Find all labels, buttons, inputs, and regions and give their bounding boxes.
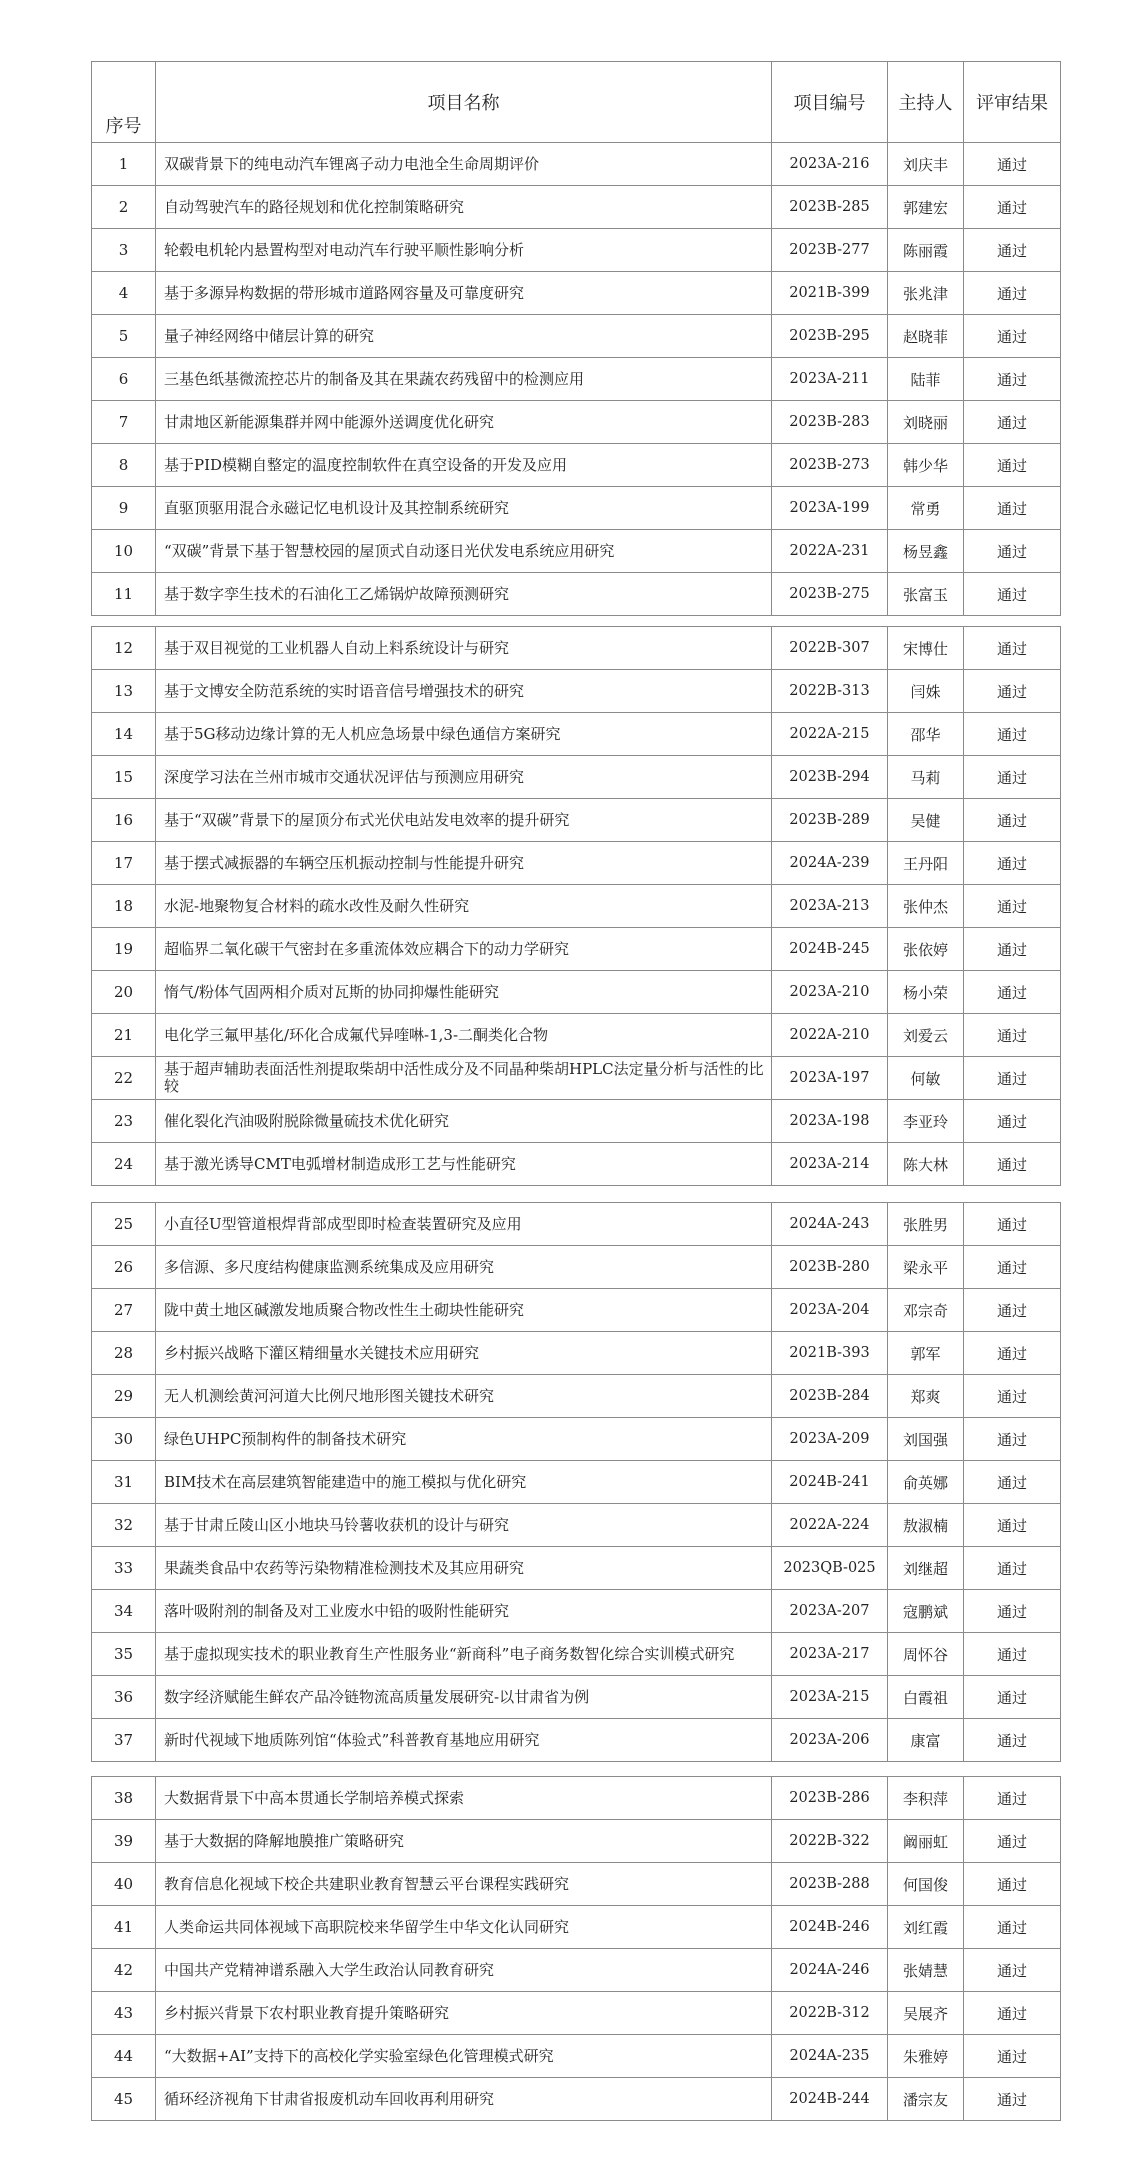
project-host: 邵华 [888, 713, 964, 756]
review-result: 通过 [964, 401, 1061, 444]
project-code: 2022A-231 [772, 530, 888, 573]
project-code: 2023A-211 [772, 358, 888, 401]
table-row [92, 1590, 1061, 1633]
table-row [92, 2035, 1061, 2078]
row-index: 18 [92, 885, 156, 928]
row-index: 32 [92, 1504, 156, 1547]
row-index: 4 [92, 272, 156, 315]
review-result: 通过 [964, 1504, 1061, 1547]
table-row [92, 1777, 1061, 1820]
row-index: 37 [92, 1719, 156, 1762]
project-host: 张胜男 [888, 1203, 964, 1246]
project-name: “大数据+AI”支持下的高校化学实验室绿色化管理模式研究 [156, 2035, 772, 2078]
project-host: 刘红霞 [888, 1906, 964, 1949]
header-index: 序号 [92, 62, 156, 143]
project-name: 乡村振兴战略下灌区精细量水关键技术应用研究 [156, 1332, 772, 1375]
table-row [92, 573, 1061, 616]
project-code: 2023B-275 [772, 573, 888, 616]
project-host: 白霞祖 [888, 1676, 964, 1719]
row-index: 28 [92, 1332, 156, 1375]
review-result: 通过 [964, 1633, 1061, 1676]
project-host: 马莉 [888, 756, 964, 799]
project-host: 郭军 [888, 1332, 964, 1375]
project-code: 2023B-285 [772, 186, 888, 229]
review-result: 通过 [964, 487, 1061, 530]
review-result: 通过 [964, 1100, 1061, 1143]
review-result: 通过 [964, 2078, 1061, 2121]
project-host: 张婧慧 [888, 1949, 964, 1992]
row-index: 27 [92, 1289, 156, 1332]
table-row [92, 1906, 1061, 1949]
table-row [92, 444, 1061, 487]
project-host: 杨小荣 [888, 971, 964, 1014]
project-name: 双碳背景下的纯电动汽车锂离子动力电池全生命周期评价 [156, 143, 772, 186]
project-name: 新时代视域下地质陈列馆“体验式”科普教育基地应用研究 [156, 1719, 772, 1762]
project-host: 常勇 [888, 487, 964, 530]
project-name: 中国共产党精神谱系融入大学生政治认同教育研究 [156, 1949, 772, 1992]
project-host: 何国俊 [888, 1863, 964, 1906]
table-row [92, 627, 1061, 670]
project-code: 2024A-239 [772, 842, 888, 885]
table-row [92, 315, 1061, 358]
review-result: 通过 [964, 229, 1061, 272]
review-result: 通过 [964, 2035, 1061, 2078]
row-index: 39 [92, 1820, 156, 1863]
project-host: 邓宗奇 [888, 1289, 964, 1332]
row-index: 12 [92, 627, 156, 670]
table-row [92, 530, 1061, 573]
row-index: 31 [92, 1461, 156, 1504]
table-row [92, 971, 1061, 1014]
table-row [92, 401, 1061, 444]
project-host: 郑爽 [888, 1375, 964, 1418]
table-row [92, 1014, 1061, 1057]
project-name: 无人机测绘黄河河道大比例尺地形图关键技术研究 [156, 1375, 772, 1418]
row-index: 30 [92, 1418, 156, 1461]
row-index: 23 [92, 1100, 156, 1143]
review-result: 通过 [964, 885, 1061, 928]
row-index: 21 [92, 1014, 156, 1057]
table-row [92, 229, 1061, 272]
row-index: 26 [92, 1246, 156, 1289]
table-row [92, 799, 1061, 842]
table-row [92, 186, 1061, 229]
project-code: 2023A-216 [772, 143, 888, 186]
project-host: 寇鹏斌 [888, 1590, 964, 1633]
row-index: 38 [92, 1777, 156, 1820]
row-index: 1 [92, 143, 156, 186]
review-result: 通过 [964, 315, 1061, 358]
table-row [92, 1949, 1061, 1992]
header-review-result: 评审结果 [964, 62, 1061, 143]
project-host: 宋博仕 [888, 627, 964, 670]
project-code: 2023B-280 [772, 1246, 888, 1289]
review-result: 通过 [964, 1590, 1061, 1633]
table-row [92, 1820, 1061, 1863]
project-host: 刘国强 [888, 1418, 964, 1461]
row-index: 19 [92, 928, 156, 971]
project-name: 基于摆式减振器的车辆空压机振动控制与性能提升研究 [156, 842, 772, 885]
row-index: 34 [92, 1590, 156, 1633]
review-result: 通过 [964, 756, 1061, 799]
table-row [92, 1143, 1061, 1186]
table-row [92, 1504, 1061, 1547]
review-result: 通过 [964, 928, 1061, 971]
project-code: 2023A-209 [772, 1418, 888, 1461]
row-index: 9 [92, 487, 156, 530]
project-code: 2023A-210 [772, 971, 888, 1014]
project-name: 基于“双碳”背景下的屋顶分布式光伏电站发电效率的提升研究 [156, 799, 772, 842]
review-result: 通过 [964, 1863, 1061, 1906]
row-index: 35 [92, 1633, 156, 1676]
project-host: 梁永平 [888, 1246, 964, 1289]
project-name: 惰气/粉体气固两相介质对瓦斯的协同抑爆性能研究 [156, 971, 772, 1014]
project-table-page-2 [91, 626, 1061, 1186]
project-code: 2023A-207 [772, 1590, 888, 1633]
project-code: 2021B-399 [772, 272, 888, 315]
project-host: 李亚玲 [888, 1100, 964, 1143]
review-result: 通过 [964, 1820, 1061, 1863]
project-code: 2024B-241 [772, 1461, 888, 1504]
table-row [92, 670, 1061, 713]
project-host: 阚丽虹 [888, 1820, 964, 1863]
row-index: 14 [92, 713, 156, 756]
project-host: 刘爱云 [888, 1014, 964, 1057]
project-code: 2022A-224 [772, 1504, 888, 1547]
project-name: 乡村振兴背景下农村职业教育提升策略研究 [156, 1992, 772, 2035]
project-code: 2024A-243 [772, 1203, 888, 1246]
header-project-name: 项目名称 [156, 62, 772, 143]
project-name: BIM技术在高层建筑智能建造中的施工模拟与优化研究 [156, 1461, 772, 1504]
project-host: 王丹阳 [888, 842, 964, 885]
project-code: 2024B-244 [772, 2078, 888, 2121]
row-index: 13 [92, 670, 156, 713]
table-row [92, 2078, 1061, 2121]
table-row [92, 1992, 1061, 2035]
row-index: 43 [92, 1992, 156, 2035]
row-index: 17 [92, 842, 156, 885]
review-result: 通过 [964, 272, 1061, 315]
project-host: 张依婷 [888, 928, 964, 971]
row-index: 15 [92, 756, 156, 799]
project-host: 康富 [888, 1719, 964, 1762]
review-result: 通过 [964, 1719, 1061, 1762]
table-header-row [92, 62, 1061, 143]
row-index: 8 [92, 444, 156, 487]
review-result: 通过 [964, 1906, 1061, 1949]
project-name: 量子神经网络中储层计算的研究 [156, 315, 772, 358]
project-name: 深度学习法在兰州市城市交通状况评估与预测应用研究 [156, 756, 772, 799]
project-host: 张富玉 [888, 573, 964, 616]
table-row [92, 1863, 1061, 1906]
project-name: 大数据背景下中高本贯通长学制培养模式探索 [156, 1777, 772, 1820]
project-code: 2023A-215 [772, 1676, 888, 1719]
table-row [92, 928, 1061, 971]
row-index: 42 [92, 1949, 156, 1992]
project-code: 2023B-288 [772, 1863, 888, 1906]
project-host: 闫姝 [888, 670, 964, 713]
table-row [92, 1057, 1061, 1100]
project-host: 刘晓丽 [888, 401, 964, 444]
table-row [92, 487, 1061, 530]
table-row [92, 1246, 1061, 1289]
project-name: 落叶吸附剂的制备及对工业废水中铅的吸附性能研究 [156, 1590, 772, 1633]
project-host: 吴展齐 [888, 1992, 964, 2035]
project-code: 2021B-393 [772, 1332, 888, 1375]
table-row [92, 885, 1061, 928]
project-code: 2023B-294 [772, 756, 888, 799]
table-row [92, 1100, 1061, 1143]
project-host: 潘宗友 [888, 2078, 964, 2121]
project-code: 2023A-217 [772, 1633, 888, 1676]
project-host: 张仲杰 [888, 885, 964, 928]
table-row [92, 1676, 1061, 1719]
project-name: 人类命运共同体视域下高职院校来华留学生中华文化认同研究 [156, 1906, 772, 1949]
project-name: 直驱顶驱用混合永磁记忆电机设计及其控制系统研究 [156, 487, 772, 530]
project-code: 2023A-199 [772, 487, 888, 530]
project-name: 基于PID模糊自整定的温度控制软件在真空设备的开发及应用 [156, 444, 772, 487]
project-code: 2023A-197 [772, 1057, 888, 1100]
project-name: 自动驾驶汽车的路径规划和优化控制策略研究 [156, 186, 772, 229]
project-code: 2022B-322 [772, 1820, 888, 1863]
review-result: 通过 [964, 670, 1061, 713]
row-index: 11 [92, 573, 156, 616]
row-index: 20 [92, 971, 156, 1014]
review-result: 通过 [964, 530, 1061, 573]
review-result: 通过 [964, 1246, 1061, 1289]
review-result: 通过 [964, 1676, 1061, 1719]
project-name: 基于激光诱导CMT电弧增材制造成形工艺与性能研究 [156, 1143, 772, 1186]
project-code: 2022B-307 [772, 627, 888, 670]
project-name: 基于文博安全防范系统的实时语音信号增强技术的研究 [156, 670, 772, 713]
table-row [92, 358, 1061, 401]
project-host: 李积萍 [888, 1777, 964, 1820]
project-host: 周怀谷 [888, 1633, 964, 1676]
project-name: 基于双目视觉的工业机器人自动上料系统设计与研究 [156, 627, 772, 670]
project-name: 绿色UHPC预制构件的制备技术研究 [156, 1418, 772, 1461]
review-result: 通过 [964, 1992, 1061, 2035]
project-code: 2023B-277 [772, 229, 888, 272]
table-row [92, 272, 1061, 315]
project-name: 电化学三氟甲基化/环化合成氟代异喹啉-1,3-二酮类化合物 [156, 1014, 772, 1057]
project-code: 2023B-289 [772, 799, 888, 842]
project-name: 循环经济视角下甘肃省报废机动车回收再利用研究 [156, 2078, 772, 2121]
table-row [92, 1547, 1061, 1590]
header-project-code: 项目编号 [772, 62, 888, 143]
table-row [92, 1418, 1061, 1461]
project-name: 基于数字孪生技术的石油化工乙烯锅炉故障预测研究 [156, 573, 772, 616]
table-row [92, 1375, 1061, 1418]
project-name: 水泥-地聚物复合材料的疏水改性及耐久性研究 [156, 885, 772, 928]
table-row [92, 1461, 1061, 1504]
project-name: 陇中黄土地区碱激发地质聚合物改性生土砌块性能研究 [156, 1289, 772, 1332]
project-code: 2023A-213 [772, 885, 888, 928]
review-result: 通过 [964, 1777, 1061, 1820]
review-result: 通过 [964, 1547, 1061, 1590]
project-name: 轮毂电机轮内悬置构型对电动汽车行驶平顺性影响分析 [156, 229, 772, 272]
project-code: 2023B-283 [772, 401, 888, 444]
row-index: 3 [92, 229, 156, 272]
table-row [92, 143, 1061, 186]
project-host: 陆菲 [888, 358, 964, 401]
project-host: 刘继超 [888, 1547, 964, 1590]
row-index: 45 [92, 2078, 156, 2121]
table-row [92, 1719, 1061, 1762]
project-name: 催化裂化汽油吸附脱除微量硫技术优化研究 [156, 1100, 772, 1143]
project-host: 朱雅婷 [888, 2035, 964, 2078]
project-code: 2022A-215 [772, 713, 888, 756]
review-result: 通过 [964, 1461, 1061, 1504]
project-code: 2022B-313 [772, 670, 888, 713]
review-result: 通过 [964, 1949, 1061, 1992]
project-name: 基于虚拟现实技术的职业教育生产性服务业“新商科”电子商务数智化综合实训模式研究 [156, 1633, 772, 1676]
project-name: 果蔬类食品中农药等污染物精准检测技术及其应用研究 [156, 1547, 772, 1590]
project-code: 2023B-295 [772, 315, 888, 358]
project-name: 教育信息化视域下校企共建职业教育智慧云平台课程实践研究 [156, 1863, 772, 1906]
project-code: 2024A-246 [772, 1949, 888, 1992]
project-name: 基于甘肃丘陵山区小地块马铃薯收获机的设计与研究 [156, 1504, 772, 1547]
row-index: 36 [92, 1676, 156, 1719]
project-host: 陈大林 [888, 1143, 964, 1186]
project-host: 赵晓菲 [888, 315, 964, 358]
row-index: 41 [92, 1906, 156, 1949]
review-result: 通过 [964, 842, 1061, 885]
review-result: 通过 [964, 444, 1061, 487]
review-result: 通过 [964, 1057, 1061, 1100]
review-result: 通过 [964, 1418, 1061, 1461]
project-table-page-4 [91, 1776, 1061, 2121]
review-result: 通过 [964, 1014, 1061, 1057]
table-row [92, 713, 1061, 756]
project-name: 基于5G移动边缘计算的无人机应急场景中绿色通信方案研究 [156, 713, 772, 756]
row-index: 33 [92, 1547, 156, 1590]
review-result: 通过 [964, 627, 1061, 670]
project-code: 2024B-246 [772, 1906, 888, 1949]
review-result: 通过 [964, 799, 1061, 842]
review-result: 通过 [964, 1289, 1061, 1332]
project-name: “双碳”背景下基于智慧校园的屋顶式自动逐日光伏发电系统应用研究 [156, 530, 772, 573]
project-code: 2023A-204 [772, 1289, 888, 1332]
project-name: 基于超声辅助表面活性剂提取柴胡中活性成分及不同晶种柴胡HPLC法定量分析与活性的比较 [156, 1057, 772, 1100]
review-result: 通过 [964, 143, 1061, 186]
project-code: 2022B-312 [772, 1992, 888, 2035]
review-result: 通过 [964, 971, 1061, 1014]
project-name: 甘肃地区新能源集群并网中能源外送调度优化研究 [156, 401, 772, 444]
row-index: 5 [92, 315, 156, 358]
row-index: 40 [92, 1863, 156, 1906]
table-row [92, 1332, 1061, 1375]
review-result: 通过 [964, 358, 1061, 401]
project-code: 2023B-284 [772, 1375, 888, 1418]
project-code: 2022A-210 [772, 1014, 888, 1057]
row-index: 29 [92, 1375, 156, 1418]
row-index: 6 [92, 358, 156, 401]
project-host: 陈丽霞 [888, 229, 964, 272]
header-host: 主持人 [888, 62, 964, 143]
row-index: 22 [92, 1057, 156, 1100]
review-result: 通过 [964, 1332, 1061, 1375]
review-result: 通过 [964, 573, 1061, 616]
table-row [92, 842, 1061, 885]
project-code: 2023A-214 [772, 1143, 888, 1186]
review-result: 通过 [964, 1143, 1061, 1186]
project-code: 2023A-198 [772, 1100, 888, 1143]
project-host: 敖淑楠 [888, 1504, 964, 1547]
review-result: 通过 [964, 1203, 1061, 1246]
project-name: 三基色纸基微流控芯片的制备及其在果蔬农药残留中的检测应用 [156, 358, 772, 401]
project-code: 2023B-273 [772, 444, 888, 487]
table-row [92, 756, 1061, 799]
project-host: 刘庆丰 [888, 143, 964, 186]
project-host: 何敏 [888, 1057, 964, 1100]
project-code: 2023A-206 [772, 1719, 888, 1762]
row-index: 16 [92, 799, 156, 842]
project-host: 张兆津 [888, 272, 964, 315]
project-code: 2024B-245 [772, 928, 888, 971]
project-name: 多信源、多尺度结构健康监测系统集成及应用研究 [156, 1246, 772, 1289]
project-host: 杨昱鑫 [888, 530, 964, 573]
row-index: 24 [92, 1143, 156, 1186]
review-result: 通过 [964, 713, 1061, 756]
row-index: 7 [92, 401, 156, 444]
project-name: 超临界二氧化碳干气密封在多重流体效应耦合下的动力学研究 [156, 928, 772, 971]
row-index: 25 [92, 1203, 156, 1246]
table-row [92, 1633, 1061, 1676]
project-name: 小直径U型管道根焊背部成型即时检查装置研究及应用 [156, 1203, 772, 1246]
project-code: 2023B-286 [772, 1777, 888, 1820]
table-row [92, 1203, 1061, 1246]
project-name: 基于多源异构数据的带形城市道路网容量及可靠度研究 [156, 272, 772, 315]
review-result: 通过 [964, 1375, 1061, 1418]
project-name: 基于大数据的降解地膜推广策略研究 [156, 1820, 772, 1863]
project-host: 吴健 [888, 799, 964, 842]
review-result: 通过 [964, 186, 1061, 229]
project-code: 2024A-235 [772, 2035, 888, 2078]
project-host: 韩少华 [888, 444, 964, 487]
row-index: 44 [92, 2035, 156, 2078]
table-row [92, 1289, 1061, 1332]
project-host: 俞英娜 [888, 1461, 964, 1504]
row-index: 10 [92, 530, 156, 573]
project-table-page-3 [91, 1202, 1061, 1762]
project-table-page-1 [91, 61, 1061, 616]
row-index: 2 [92, 186, 156, 229]
project-name: 数字经济赋能生鲜农产品冷链物流高质量发展研究-以甘肃省为例 [156, 1676, 772, 1719]
project-code: 2023QB-025 [772, 1547, 888, 1590]
project-host: 郭建宏 [888, 186, 964, 229]
